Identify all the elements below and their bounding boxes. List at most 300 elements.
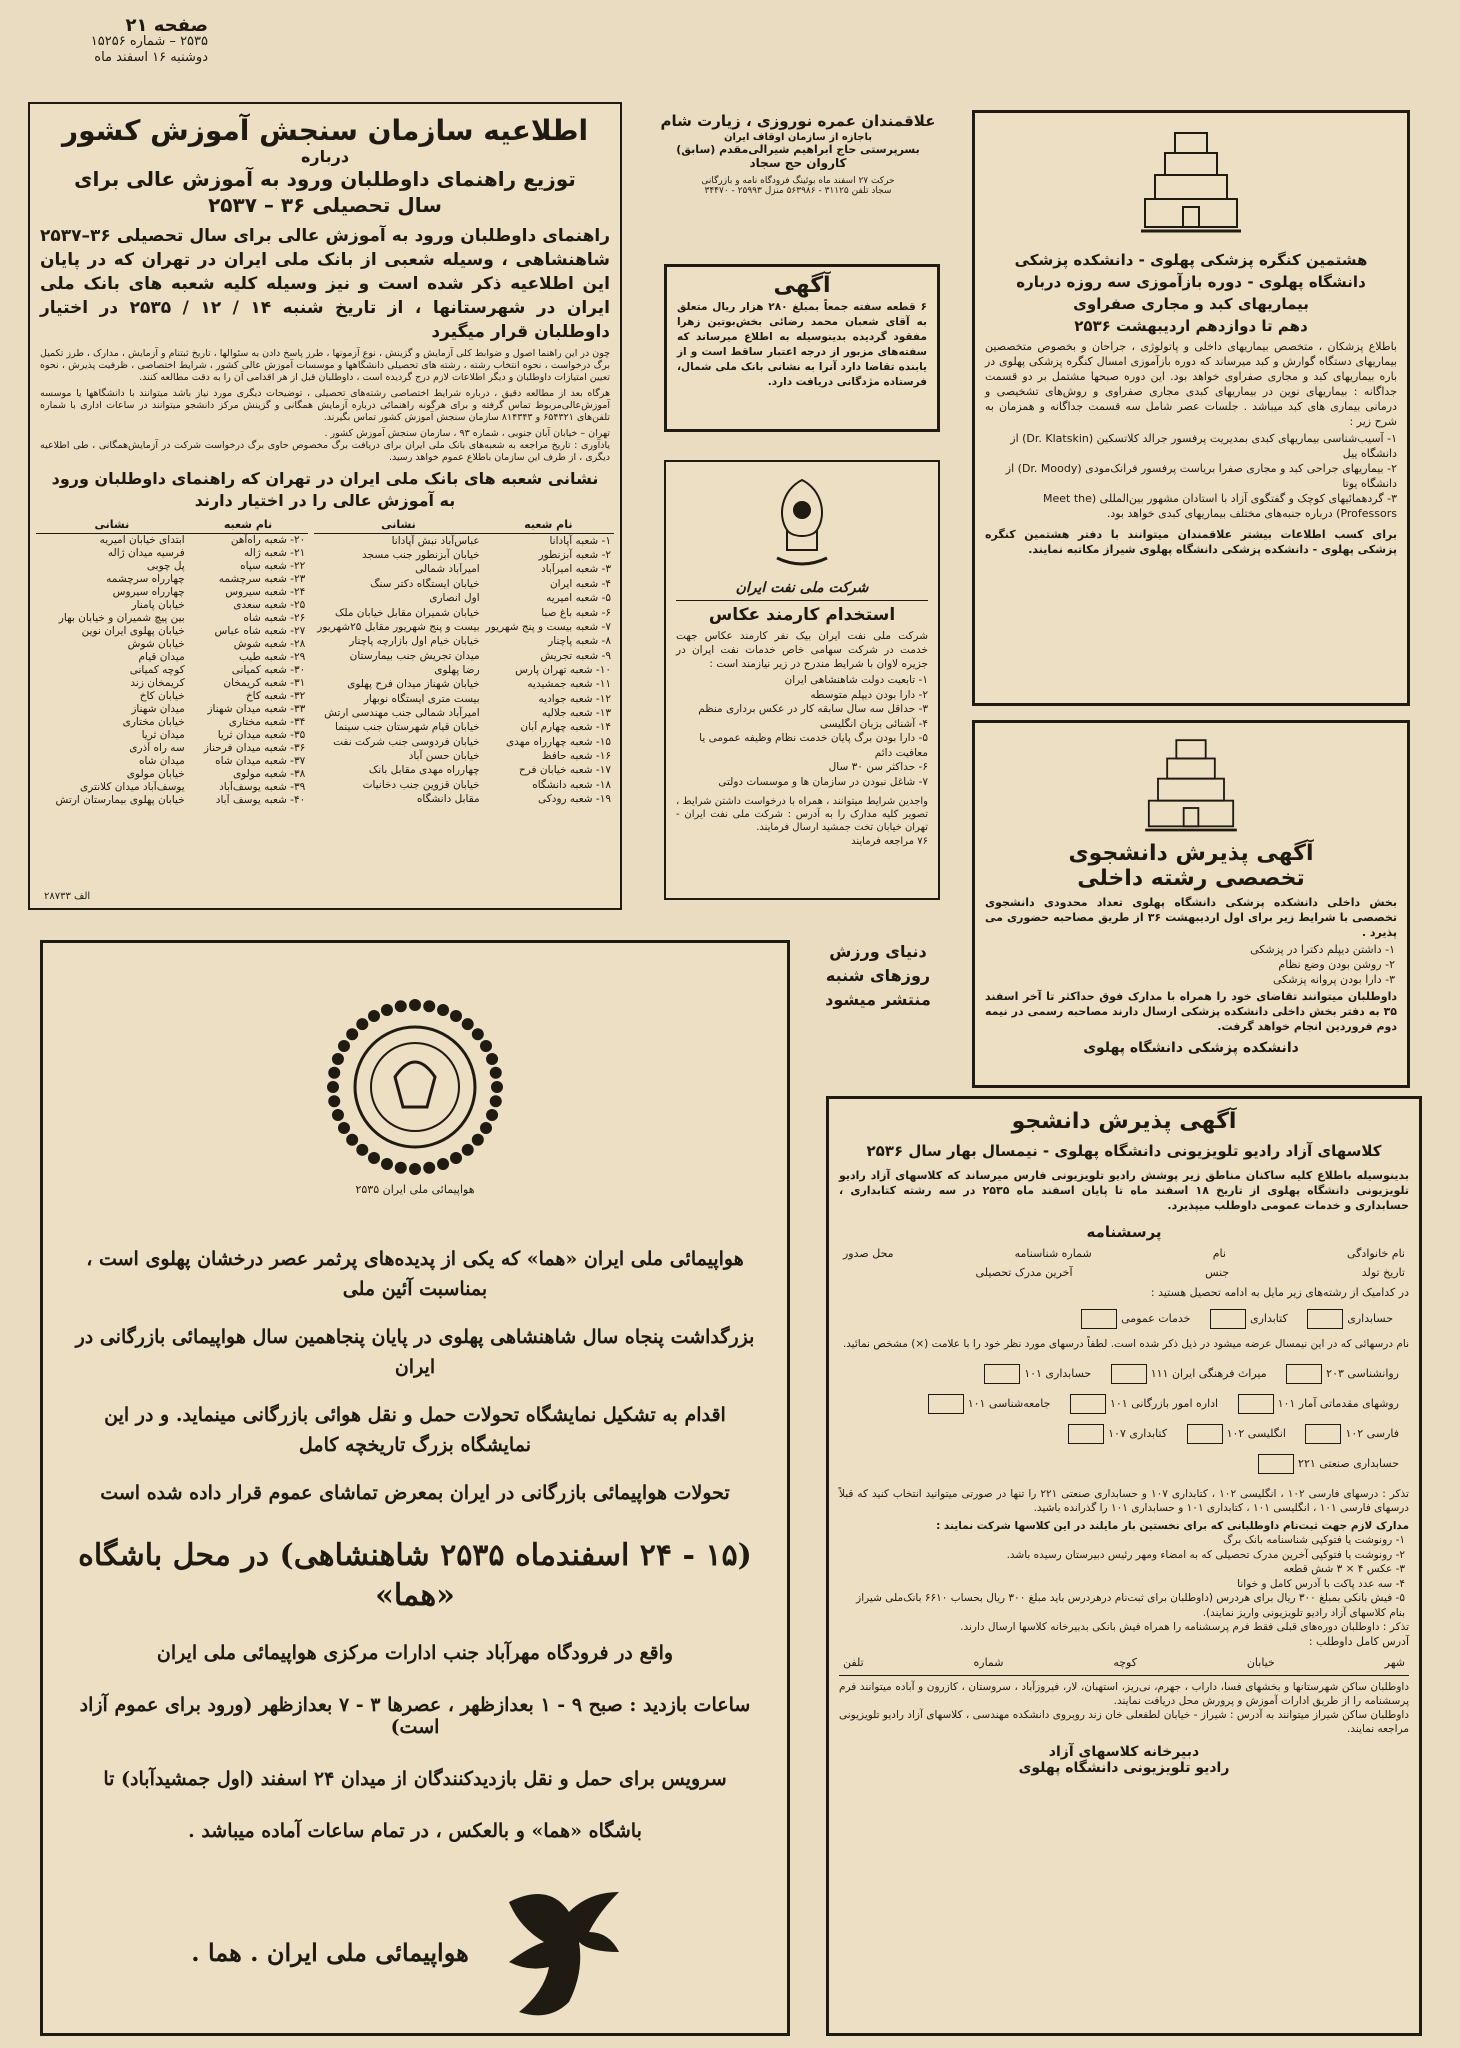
list-item: ۱- تابعیت دولت شاهنشاهی ایران (784, 674, 928, 686)
homa-seal-caption (43, 1183, 787, 1196)
list-item: ۳- حداقل سه سال سابقه کار در عکس برداری منظم (698, 703, 928, 715)
address-field[interactable]: شماره (973, 1656, 1004, 1669)
branch-name: ۳۹- شعبه یوسف‌آباد (219, 781, 306, 793)
list-item: ۲- روشن بودن وضع نظام (1278, 958, 1395, 971)
branches-table-right (314, 516, 614, 807)
branch-name: ۳۷- شعبه میدان شاه (215, 755, 306, 767)
branch-address: عباس‌آباد نبش آپادانا (391, 534, 480, 547)
list-item: ۷- شاغل نبودن در سازمان ها و موسسات دولتی (718, 775, 928, 788)
address-field[interactable]: کوچه (1113, 1656, 1137, 1669)
branch-name: ۱۱- شعبه جمشیدیه (527, 678, 611, 691)
radio-footer2: داوطلبان ساکن شیراز میتوانند به آدرس : شیراز - خیابان لطفعلی خان زند روبروی دانشکده مهندسی ، کلاسهای آزاد رادیو تلویزیونی مراجعه نمایند. (839, 1709, 1409, 1735)
congress-building-logo (1131, 123, 1251, 243)
branch-name: ۲۵- شعبه سعدی (233, 599, 306, 611)
homa-seal-text: هواپیمائی ملی ایران (382, 1183, 475, 1196)
sanjesh-address: تهران – خیابان آبان جنوبی ، شماره ۹۳ ، سازمان سنجش آموزش کشور . (324, 428, 610, 439)
list-item: ۶- حداکثر سن ۳۰ سال (828, 761, 928, 773)
table-row (314, 563, 614, 577)
course-library107-checkbox[interactable] (1068, 1424, 1104, 1444)
branch-name: ۲۳- شعبه سرچشمه (218, 573, 306, 585)
course-sociology-label: جامعه‌شناسی ۱۰۱ (967, 1397, 1051, 1410)
course-english-checkbox[interactable] (1187, 1424, 1223, 1444)
address-field[interactable]: خیابان (1246, 1656, 1275, 1669)
table-row (36, 768, 308, 781)
seal-dot (338, 1040, 350, 1052)
seal-dot (472, 1028, 484, 1040)
sanjesh-body2: چون در این راهنما اصول و ضوابط کلی آزمایش و گزینش ، نوع آزمونها ، طرز پاسخ دادن به سئوالها ، تاریخ ثبتنام و آزمایش ، مدارک ، طرز تکمیل برگ درخواست ، نحوه انتخاب رشته ، رشته های تحصیلی دانشگاهها و موسسات آموزش عالی کشور ، شرایط اختصاصی ، ظرفیت پذیرش ، نحوه تعیین امتیازات داوطلبان و دیگر اطلاعات لازم درج گردیده است ، داوطلبان قبل از هر اقدامی آن را به دقت مطالعه کنند. (40, 348, 610, 383)
branch-address: امیرآباد شمالی جنب مهندسی ارتش (324, 707, 480, 720)
congress-title: هشتمین کنگره پزشکی پهلوی - دانشکده پزشکی دانشگاه پهلوی - دوره بازآموزی سه روزه درباره بیماریهای کبد و مجاری صفراوی (1014, 251, 1368, 313)
table-row (314, 793, 614, 807)
radio-intro: بدینوسیله باطلاع کلیه ساکنان مناطق زیر پوشش رادیو تلویزیونی فارس میرساند که کلاسهای آزاد رادیو تلویزیونی دانشگاه پهلوی از تاریخ ۱۸ اسفند ماه تا پایان اسفند ماه ۲۵۳۵ در سه رشته کتابداری ، حسابداری و خدمات عمومی داوطلب میپذیرد. (839, 1169, 1409, 1212)
seal-dot (356, 1018, 368, 1030)
branch-name: ۳۴- شعبه مختاری (228, 716, 306, 728)
course-business-label: اداره امور بازرگانی ۱۰۱ (1109, 1397, 1219, 1410)
table-row (314, 692, 614, 706)
seal-dot (480, 1122, 492, 1134)
address-field[interactable]: شهر (1384, 1656, 1405, 1669)
major-options (849, 1309, 1399, 1329)
course-sociology-checkbox[interactable] (928, 1394, 964, 1414)
residency-title2: تخصصی رشته داخلی (1077, 866, 1305, 891)
branch-name: ۳۳- شعبه میدان شهناز (207, 703, 306, 715)
table-row (36, 625, 308, 638)
table-row (36, 599, 308, 612)
seal-dot (381, 1004, 393, 1016)
branch-name: ۵- شعبه امیریه (546, 592, 611, 605)
seal-dot (395, 1000, 407, 1012)
homa-place: واقع در فرودگاه مهرآباد جنب ادارات مرکزی هواپیمائی ملی ایران (156, 1642, 674, 1664)
sanjesh-subtitle: توزیع راهنمای داوطلبان ورود به آموزش عالی برای سال تحصیلی ۳۶ – ۲۵۳۷ (74, 167, 576, 217)
radio-notes: تذکر : درسهای فارسی ۱۰۲ ، انگلیسی ۱۰۲ ، کتابداری ۱۰۷ و حسابداری صنعتی ۲۲۱ را تنها در صورتی میتوانید انتخاب کنید که قبلاً درسهای فارسی ۱۰۱ ، انگلیسی ۱۰۱ ، کتابداری ۱۰۱ و حسابداری ۱۰۱ را گذرانده باشید. (839, 1488, 1409, 1514)
table-row (314, 577, 614, 591)
branch-address: خیابان پهلوی ایران نوین (81, 625, 185, 637)
table-row (314, 735, 614, 749)
medical-congress-ad (972, 110, 1410, 706)
field-family-name[interactable]: نام خانوادگی (1347, 1247, 1405, 1260)
course-business-checkbox[interactable] (1070, 1394, 1106, 1414)
table-row (36, 716, 308, 729)
sanjesh-code: الف ۲۸۷۳۳ (44, 891, 91, 902)
branch-address: بیست متری ایستگاه نوبهار (363, 692, 480, 705)
radio-sig1: دبیرخانه کلاسهای آزاد (1048, 1744, 1200, 1760)
seal-dot (332, 1109, 344, 1121)
seal-dot (409, 1163, 421, 1175)
sanjesh-about: درباره (300, 147, 350, 166)
branch-address: خیابان شوش (127, 638, 185, 650)
homa-dates: (۱۵ - ۲۴ اسفندماه ۲۵۳۵ شاهنشاهی) در محل باشگاه «هما» (78, 1538, 752, 1613)
field-degree[interactable]: آخرین مدرک تحصیلی (975, 1266, 1073, 1279)
branch-address: خیابان فردوسی جنب شرکت نفت (333, 735, 480, 748)
branch-address: خیابان مختاری (122, 716, 185, 728)
opt-library-checkbox[interactable] (1210, 1309, 1246, 1329)
branch-address: میدان قیام (138, 651, 185, 663)
table-row (314, 548, 614, 562)
homa-logo-text: هواپیمائی ملی ایران . هما . (191, 1937, 469, 1967)
sanjesh-branches-intro: نشانی شعبه های بانک ملی ایران در تهران که راهنمای داوطلبان ورود به آموزش عالی را در اختیار دارند (51, 469, 599, 510)
branch-name: ۳۶- شعبه میدان فرحناز (203, 742, 306, 754)
homa-line1: هواپیمائی ملی ایران «هما» که یکی از پدیده‌های پرثمر عصر درخشان پهلوی است ، بمناسبت آئین ملی (86, 1248, 744, 1300)
congress-footer: برای کسب اطلاعات بیشتر علاقمندان میتوانند با دفتر هشتمین کنگره پزشکی پهلوی - دانشکده پزشکی دانشگاه پهلوی شیراز مکاتبه نمایند. (985, 528, 1397, 556)
seal-dot (490, 1067, 502, 1079)
branch-address: خیابان پهلوی بیمارستان ارتش (55, 794, 185, 806)
seal-dot (450, 1152, 462, 1164)
opt-accounting-checkbox[interactable] (1307, 1309, 1343, 1329)
list-item: ۱- آسیب‌شناسی بیماریهای کبدی بمدیریت پرفسور جرالد کلاتسکین (Dr. Klatskin) از دانشگاه ییل (1010, 432, 1397, 460)
branch-address: میدان شاه (138, 755, 185, 767)
homa-exhibition-ad (40, 940, 790, 2036)
residency-title1: آگهی پذیرش دانشجوی (1068, 841, 1314, 866)
umrah-line5: سجاد تلفن ۳۱۱۲۵ - ۵۶۳۹۸۶ منزل ۲۵۹۹۳ - ۳۴۴۷۰ (704, 186, 892, 196)
col-branch-name-2: نام شعبه (188, 516, 309, 534)
branch-name: ۳- شعبه امیرآباد (541, 563, 611, 576)
courses-question: نام درسهائی که در این نیمسال عرضه میشود در ذیل ذکر شده است. لطفاً درسهای مورد نظر خود را با علامت (×) مشخص نمائید. (842, 1338, 1409, 1350)
table-row (36, 651, 308, 664)
opt-general-checkbox[interactable] (1081, 1309, 1117, 1329)
field-id-number[interactable]: شماره شناسنامه (1014, 1247, 1092, 1260)
table-row (314, 663, 614, 677)
branch-address: خیابان خیام اول بازارچه پاچنار (349, 635, 480, 648)
seal-dot (423, 1162, 435, 1174)
branch-address: میدان ثریا (141, 729, 185, 741)
oil-company-ad (664, 460, 940, 900)
opt-general-label: خدمات عمومی (1121, 1312, 1191, 1325)
issue-date: دوشنبه ۱۶ اسفند ماه (94, 50, 208, 65)
branch-address: خیابان شهناز میدان فرح پهلوی (347, 678, 480, 691)
homa-bus1: سرویس برای حمل و نقل بازدیدکنندگان از میدان ۲۴ اسفند (اول جمشیدآباد) تا (103, 1768, 727, 1790)
seal-dot (437, 1004, 449, 1016)
lost-notes-notice (664, 264, 940, 432)
branch-address: اول انصاری (429, 592, 480, 605)
table-row (314, 721, 614, 735)
congress-body: باطلاع پزشکان ، متخصص بیماریهای داخلی و پاتولوژی ، جراحان و بخصوص متخصصین بیماریهای دستگاه گوارش و کبد میرساند که دوره بازآموزی امسال کنگره پزشکی پهلوی در باره بیماریهای کبد و مجاری صفراوی خواهد بود. این دوره صبحها مشتمل بر دو قسمت جداگانه : بیماریهای نوین در بیماریهای کبدی مجاری صفراوی و روش‌های تشخیصی و درمانی بیماری های کبد میباشد . جلسات عصر شامل سه قسمت جداگانه و همزمان به شرح زیر : (985, 340, 1397, 428)
residency-admission-ad (972, 720, 1410, 1088)
branch-name: ۱۳- شعبه جلالیه (541, 707, 611, 720)
course-psych-label: روانشناسی ۲۰۳ (1326, 1367, 1399, 1380)
sports-line3: منتشر میشود (825, 990, 931, 1009)
umrah-line2: بسرپرستی حاج ابراهیم شیرالی‌مقدم (سابق) (676, 143, 920, 156)
oil-job-title: استخدام کارمند عکاس (708, 605, 896, 625)
homa-hours: ساعات بازدید : صبح ۹ - ۱ بعدازظهر ، عصرها ۳ - ۷ بعدازظهر (ورود برای عموم آزاد است) (79, 1694, 751, 1738)
branch-name: ۲۲- شعبه سپاه (240, 560, 306, 572)
list-item: ۲- دارا بودن دیپلم متوسطه (810, 688, 928, 701)
course-acct101-checkbox[interactable] (984, 1364, 1020, 1384)
course-industrial-acct-checkbox[interactable] (1258, 1454, 1294, 1474)
table-row (36, 729, 308, 742)
branch-address: بیست و پنج شهریور مقابل ۲۵شهریور (317, 620, 480, 633)
branch-name: ۶- شعبه باغ صبا (541, 606, 611, 619)
branch-address: رضا پهلوی (434, 663, 480, 676)
table-row (314, 591, 614, 605)
table-row (314, 706, 614, 720)
congress-dates: دهم تا دوازدهم اردیبهشت ۲۵۳۶ (1074, 317, 1308, 335)
oil-code: ۷۶ مراجعه فرمایند (851, 836, 928, 847)
seal-dot (328, 1067, 340, 1079)
seal-dot (346, 1028, 358, 1040)
sports-line2: روزهای شنبه (825, 966, 931, 985)
list-item: ۲- رونوشت یا فتوکپی آخرین مدرک تحصیلی که به امضاء ومهر رئیس دبیرستان رسیده باشد. (1006, 1548, 1405, 1561)
address-field[interactable]: تلفن (843, 1656, 864, 1669)
seal-dot (395, 1162, 407, 1174)
seal-dot (346, 1134, 358, 1146)
course-industrial-acct-label: حسابداری صنعتی ۲۲۱ (1298, 1457, 1399, 1470)
field-birth-date[interactable]: تاریخ تولد (1361, 1266, 1405, 1279)
table-row (36, 586, 308, 599)
branch-name: ۲۹- شعبه طیب (239, 651, 306, 663)
residency-requirements (975, 940, 1407, 989)
seal-dot (381, 1158, 393, 1170)
opt-library-label: کتابداری (1249, 1312, 1288, 1325)
branch-address: امیرآباد شمالی (415, 563, 480, 576)
branch-address: سه راه آذری (129, 742, 185, 754)
table-row (314, 749, 614, 763)
oil-requirements (666, 671, 938, 791)
branch-name: ۱۸- شعبه دانشگاه (532, 778, 611, 791)
oil-body: شرکت ملی نفت ایران بیک نفر کارمند عکاس جهت خدمت در شرکت سهامی خاص خدمات نفت ایران در جزیره لاوان با شرایط مندرج در زیر نیازمند است : (676, 630, 928, 670)
branch-name: ۲۸- شعبه شوش (233, 638, 306, 650)
list-item: ۴- آشنائی بزبان انگلیسی (819, 717, 928, 730)
opt-accounting-label: حسابداری (1347, 1312, 1393, 1325)
field-gender[interactable]: جنس (1205, 1266, 1230, 1279)
field-name[interactable]: نام (1212, 1247, 1226, 1260)
branch-address: خیابان قیام شهرستان جنب سینما (335, 721, 480, 734)
branch-address: کوچه کمیانی (129, 664, 185, 676)
branch-address: خیابان پامنار (131, 599, 185, 611)
branch-name: ۹- شعبه تجریش (540, 649, 611, 662)
branch-address: خیابان حسن آباد (408, 750, 480, 763)
table-row (36, 690, 308, 703)
radio-note2: تذکر : داوطلبان دوره‌های قبلی فقط فرم پرسشنامه را همراه فیش بانکی بدبیرخانه کلاسها ارسال دارند. (960, 1621, 1409, 1633)
branch-name: ۲۱- شعبه ژاله (244, 547, 306, 559)
radio-title: آگهی پذیرش دانشجو (1011, 1109, 1237, 1134)
sports-ad (808, 940, 948, 1012)
page-header (28, 15, 208, 66)
list-item: ۳- عکس ۴ × ۳ شش قطعه (1283, 1563, 1405, 1575)
branch-address: مقابل دانشگاه (416, 793, 480, 806)
branch-address: خیابان ایستگاه دکتر سنگ (370, 577, 480, 590)
address-fields (843, 1656, 1405, 1669)
branch-name: ۱۰- شعبه تهران پارس (515, 663, 611, 676)
col-branch-address: نشانی (314, 516, 482, 534)
branch-name: ۴- شعبه ایران (549, 577, 611, 590)
table-row (36, 638, 308, 651)
form-row-1 (843, 1247, 1405, 1260)
course-persian-label: فارسی ۱۰۲ (1345, 1427, 1399, 1440)
page-number: صفحه ۲۱ (125, 15, 208, 36)
table-row (314, 606, 614, 620)
homa-bird-icon (489, 1872, 639, 2032)
seal-dot (368, 1010, 380, 1022)
docs-list (829, 1533, 1419, 1620)
branch-name: ۲۴- شعبه سیروس (225, 586, 306, 598)
branch-name: ۱۵- شعبه چهارراه مهدی (505, 735, 611, 748)
branch-address: بین پیچ شمیران و خیابان بهار (58, 612, 185, 624)
umrah-line4: حرکت ۲۷ اسفند ماه بوئینگ فرودگاه نامه و بازرگانی (701, 176, 895, 186)
branch-address: میدان شهناز (131, 703, 185, 715)
table-row (36, 742, 308, 755)
course-heritage-label: میراث فرهنگی ایران ۱۱۱ (1150, 1367, 1267, 1380)
course-stats-checkbox[interactable] (1238, 1394, 1274, 1414)
residency-signature: دانشکده پزشکی دانشگاه پهلوی (1083, 1040, 1299, 1056)
branch-address: کریمخان زند (130, 677, 185, 689)
homa-line4: تحولات هواپیمائی بازرگانی در ایران بمعرض تماشای عموم قرار داده شده است (100, 1482, 730, 1504)
branch-name: ۲۰- شعبه راه‌آهن (230, 534, 306, 546)
branch-name: ۳۸- شعبه مولوی (232, 768, 306, 780)
branch-address: چهارراه سیروس (112, 586, 185, 598)
seal-dot (462, 1018, 474, 1030)
course-library107-label: کتابداری ۱۰۷ (1108, 1427, 1168, 1440)
table-row (314, 778, 614, 792)
list-item: ۵- دارا بودن برگ پایان خدمت نظام وظیفه عمومی یا معافیت دائم (699, 732, 928, 759)
list-item: ۱- رونوشت یا فتوکپی شناسنامه بانک برگ (1223, 1534, 1405, 1546)
form-row-2 (843, 1266, 1405, 1279)
seal-dot (462, 1144, 474, 1156)
radio-subtitle: کلاسهای آزاد رادیو تلویزیونی دانشگاه پهلوی - نیمسال بهار سال ۲۵۳۶ (866, 1142, 1382, 1160)
seal-dot (486, 1053, 498, 1065)
seal-dot (486, 1109, 498, 1121)
branch-address: چهارراه مهدی مقابل بانک (368, 764, 480, 777)
fields-question: در کدامیک از رشته‌های زیر مایل به ادامه تحصیل هستید : (1150, 1286, 1409, 1299)
list-item: ۲- بیماریهای جراحی کبد و مجاری صفرا بریاست پرفسور فرانک‌مودی (Dr. Moody) از دانشگاه یوتا (1005, 462, 1397, 490)
branch-address: خیابان مولوی (126, 768, 185, 780)
branches-table-left (36, 516, 308, 807)
course-heritage-checkbox[interactable] (1111, 1364, 1147, 1384)
sanjesh-title: اطلاعیه سازمان سنجش آموزش کشور (61, 114, 589, 147)
oil-logo-text: شرکت ملی نفت ایران (735, 580, 869, 596)
col-branch-name: نام شعبه (483, 516, 614, 534)
branch-address: چهارراه سرچشمه (106, 573, 185, 585)
branch-address: خیابان کاخ (139, 690, 185, 702)
homa-seal-year: ۲۵۳۵ (355, 1183, 380, 1196)
seal-dot (356, 1144, 368, 1156)
congress-sessions (975, 429, 1407, 523)
branch-name: ۳۵- شعبه میدان ثریا (217, 729, 306, 741)
table-row (36, 560, 308, 573)
umrah-title: علاقمندان عمره نوروزی ، زیارت شام (660, 112, 936, 130)
col-branch-address-2: نشانی (36, 516, 188, 534)
field-issue-place[interactable]: محل صدور (843, 1247, 894, 1260)
list-item: ۵- فیش بانکی بمبلغ ۳۰۰ ریال برای هردرس (داوطلبان برای ثبت‌نام درهردرس باید مبلغ ۳۰۰ ریال بحساب ۶۶۱۰ بانک‌ملی شیراز بنام کلاسهای آزاد رادیو تلویزیونی واریز نمایند). (856, 1592, 1405, 1619)
list-item: ۳- دارا بودن پروانه پزشکی (1273, 973, 1395, 986)
table-row (36, 573, 308, 586)
oil-footer: واجدین شرایط میتوانند ، همراه با درخواست داشتن شرایط ، تصویر کلیه مدارک را به آدرس : شرکت ملی نفت ایران - تهران خیابان تخت جمشید ارسال فرمایند. (676, 796, 928, 833)
seal-dot (327, 1081, 339, 1093)
table-row (36, 794, 308, 807)
branch-name: ۱۶- شعبه حافظ (541, 750, 611, 763)
umrah-line1: باجازه از سازمان اوقاف ایران (724, 132, 872, 143)
seal-dot (328, 1095, 340, 1107)
table-row (314, 534, 614, 549)
branch-address: خیابان قزوین جنب دخانیات (362, 778, 480, 791)
table-row (36, 534, 308, 548)
branch-name: ۱۲- شعبه جوادیه (538, 692, 611, 705)
list-item: ۳- گردهمائیهای کوچک و گفتگوی آزاد با استادان مشهور بین‌المللی (Meet the Professors) درباره جنبه‌های مختلف بیماریهای کبدی خواهد بود. (1043, 492, 1397, 520)
address-label: آدرس کامل داوطلب : (1308, 1635, 1409, 1648)
branch-name: ۸- شعبه پاچنار (548, 635, 611, 648)
branch-address: یوسف‌آباد میدان کلانتری (80, 781, 185, 793)
docs-title: مدارک لازم جهت ثبت‌نام داوطلبانی که برای نخستین بار مایلند در این کلاسها شرکت نمایند : (936, 1520, 1409, 1532)
branch-name: ۴۰- شعبه یوسف آباد (215, 794, 306, 806)
radio-tv-admission-ad (826, 1096, 1422, 2036)
branch-name: ۲۶- شعبه شاه (243, 612, 306, 624)
residency-body: بخش داخلی دانشکده پزشکی دانشگاه پهلوی تعداد محدودی دانشجوی تخصصی با شرایط زیر برای اول اردیبهشت ۳۶ از طریق مصاحبه حضوری می پذیرد . (985, 896, 1397, 939)
branch-address: پل چوبی (146, 560, 185, 572)
branch-name: ۳۰- شعبه کمیانی (231, 664, 306, 676)
sanjesh-body1: راهنمای داوطلبان ورود به آموزش عالی برای سال تحصیلی ۳۶–۲۵۳۷ شاهنشاهی ، وسیله شعبی از بانک ملی ایران در تهران که در پایان این اطلاعیه ذکر شده است و نیز وسیله کلیه شعبه های بانک ملی ایران در شهرستانها ، از تاریخ شنبه ۱۴ / ۱۲ / ۲۵۳۵ در اختیار داوطلبان قرار میگیرد (40, 226, 611, 342)
seal-dot (490, 1095, 502, 1107)
sanjesh-notice (28, 102, 622, 910)
seal-dot (338, 1122, 350, 1134)
sports-line1: دنیای ورزش (829, 942, 927, 961)
seal-dot (480, 1040, 492, 1052)
radio-sig2: رادیو تلویزیونی دانشگاه پهلوی (1018, 1760, 1230, 1776)
table-row (36, 755, 308, 768)
sanjesh-body3: هرگاه بعد از مطالعه دقیق ، درباره شرایط اختصاصی رشته‌های تحصیلی ، توضیحات دیگری مورد نیاز باشد میتوانند با دانشگاهها یا موسسه آموزش‌عالی‌مربوط تماس گرفته و برای هرگونه راهنمائی درباره آزمایش همگانی و گزینش مرکز دانشجو میتوانند در ساعات اداری با شماره تلفن‌های ۶۵۴۳۲۱ و ۸۱۴۳۴۳ سازمان سنجش آموزش کشور تماس بگیرند. (40, 388, 610, 423)
table-row (314, 678, 614, 692)
course-options (843, 1359, 1405, 1479)
seal-dot (437, 1158, 449, 1170)
course-acct101-label: حسابداری ۱۰۱ (1024, 1367, 1092, 1380)
seal-dot (491, 1081, 503, 1093)
homa-line2: بزرگداشت پنجاه سال شاهنشاهی پهلوی در پایان پنجاهمین سال هواپیمائی بازرگانی در ایران (75, 1326, 755, 1378)
branch-name: ۱- شعبه آپادانا (549, 534, 611, 547)
homa-bus2: باشگاه «هما» و بالعکس ، در تمام ساعات آماده میباشد . (188, 1820, 642, 1842)
branch-name: ۷- شعبه بیست و پنج شهریور (485, 620, 611, 633)
course-stats-label: روشهای مقدماتی آمار ۱۰۱ (1277, 1397, 1399, 1410)
residency-building-logo (1136, 731, 1246, 841)
table-row (36, 664, 308, 677)
table-row (314, 620, 614, 634)
branch-address: خیابان آبزنطور جنب مسجد (362, 549, 480, 562)
seal-dot (423, 1000, 435, 1012)
homa-line3: اقدام به تشکیل نمایشگاه تحولات حمل و نقل هوائی بازرگانی مینماید. و در این نمایشگاه بزرگ تاریخچه کامل (104, 1404, 726, 1456)
branch-name: ۲۷- شعبه شاه عباس (214, 625, 306, 637)
branch-address: ابتدای خیابان امیریه (99, 534, 185, 546)
branch-address: خیابان شمیران مقابل خیابان ملک (334, 606, 480, 619)
branch-name: ۳۲- شعبه کاخ (245, 690, 306, 702)
list-item: ۱- داشتن دیپلم دکترا در پزشکی (1250, 943, 1395, 956)
table-row (36, 677, 308, 690)
branch-address: فرسیه میدان ژاله (107, 547, 185, 559)
oil-company-logo (747, 470, 857, 580)
branch-name: ۲- شعبه آبزنطور (538, 549, 611, 562)
seal-dot (450, 1010, 462, 1022)
branch-name: ۳۱- شعبه کریمخان (223, 677, 306, 689)
course-persian-checkbox[interactable] (1305, 1424, 1341, 1444)
table-row (36, 612, 308, 625)
table-row (36, 547, 308, 560)
seal-dot (332, 1053, 344, 1065)
branch-address: میدان تجریش جنب بیمارستان (349, 649, 480, 662)
list-item: ۴- سه عدد پاکت با آدرس کامل و خوانا (1237, 1577, 1405, 1590)
umrah-ad (652, 106, 944, 256)
notice-body: ۶ قطعه سفته جمعاً بمبلغ ۲۸۰ هزار ریال متعلق به آقای شعبان محمد رضائی بخش‌بوتین زهرا مفقود گردیده بدینوسیله به اطلاع میرساند که سفته‌های مزبور از درجه اعتبار ساقط است و از یابنده تقاضا دارد آنرا به نشانی بانک ملی شمال، فرستاده مژدگانی دریافت دارد. (677, 301, 927, 388)
branch-name: ۱۹- شعبه رودکی (538, 793, 611, 806)
umrah-line3: کاروان حج سجاد (749, 156, 847, 170)
issue-number: ۲۵۳۵ – شماره ۱۵۲۵۶ (90, 34, 208, 49)
form-title: پرسشنامه (1086, 1223, 1162, 1241)
seal-dot (409, 999, 421, 1011)
seal-dot (472, 1134, 484, 1146)
radio-footer1: داوطلبان ساکن شهرستانها و بخشهای فسا، داراب ، جهرم، نی‌ریز، استهبان، لار، فیروزآباد ، سروستان ، کازرون و آباده میتوانند فرم پرسشنامه را از طریق ادارات آموزش و پرورش محل دریافت نمایند. (839, 1681, 1409, 1707)
course-psych-checkbox[interactable] (1286, 1364, 1322, 1384)
table-row (36, 703, 308, 716)
table-row (314, 635, 614, 649)
sanjesh-note: یادآوری : تاریخ مراجعه به شعبه‌های بانک ملی ایران برای دریافت برگ مخصوص حاوی برگ درخواست شرکت در آزمایش‌همگانی ، طی اطلاعیه دیگری ، از طرف این سازمان باطلاع عموم خواهد رسید. (40, 440, 610, 463)
course-english-label: انگلیسی ۱۰۲ (1226, 1427, 1286, 1440)
seal-dot (368, 1152, 380, 1164)
branch-name: ۱۷- شعبه خیابان فرح (518, 764, 611, 777)
